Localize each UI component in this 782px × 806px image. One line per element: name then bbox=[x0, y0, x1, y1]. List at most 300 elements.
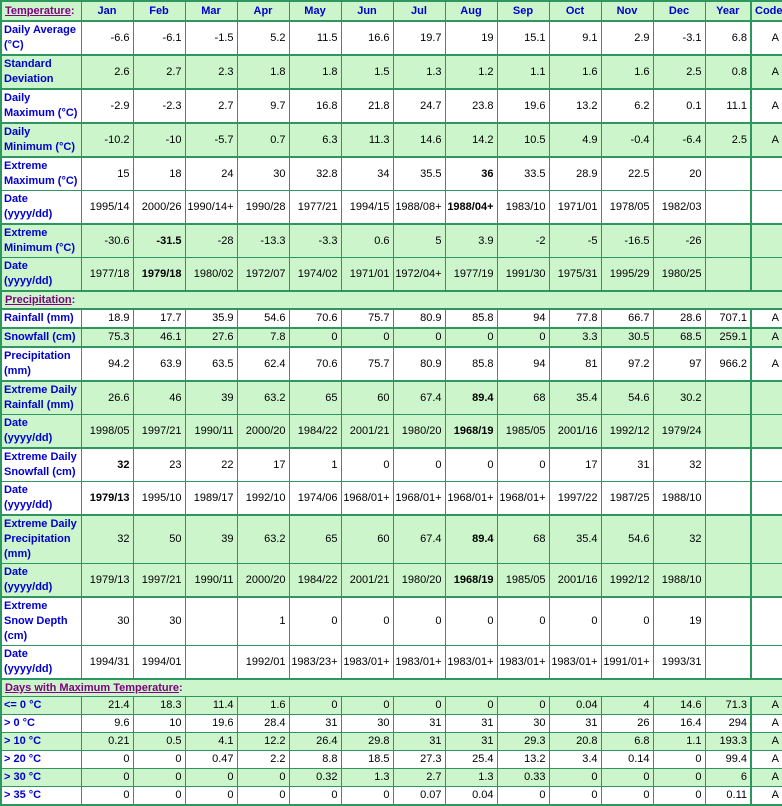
data-cell: 39 bbox=[185, 381, 237, 415]
data-cell: 2.5 bbox=[653, 55, 705, 89]
data-cell: 1992/01 bbox=[237, 646, 289, 680]
data-cell: 11.5 bbox=[289, 21, 341, 55]
data-cell: 46 bbox=[133, 381, 185, 415]
data-cell: 97.2 bbox=[601, 347, 653, 381]
data-cell: 23.8 bbox=[445, 89, 497, 123]
table-row bbox=[1, 89, 782, 123]
data-cell: 28.6 bbox=[653, 309, 705, 328]
code-cell bbox=[751, 224, 782, 258]
data-cell: 60 bbox=[341, 381, 393, 415]
code-cell bbox=[751, 381, 782, 415]
data-cell: 21.8 bbox=[341, 89, 393, 123]
data-cell: 0 bbox=[549, 769, 601, 787]
data-cell: 5.2 bbox=[237, 21, 289, 55]
data-cell: 1980/25 bbox=[653, 258, 705, 292]
code-cell: A bbox=[751, 751, 782, 769]
data-cell: 68 bbox=[497, 515, 549, 564]
data-cell: 1993/31 bbox=[653, 646, 705, 680]
column-header-code: Code bbox=[751, 1, 782, 21]
data-cell: 2.6 bbox=[81, 55, 133, 89]
data-cell: 0.04 bbox=[445, 787, 497, 806]
data-cell: 0 bbox=[133, 751, 185, 769]
data-cell: 18.3 bbox=[133, 697, 185, 715]
column-header-may: May bbox=[289, 1, 341, 21]
table-row bbox=[1, 381, 782, 415]
data-cell: -16.5 bbox=[601, 224, 653, 258]
data-cell: 15 bbox=[81, 157, 133, 191]
data-cell: 0 bbox=[445, 697, 497, 715]
row-label: Rainfall (mm) bbox=[1, 309, 81, 328]
column-header-jun: Jun bbox=[341, 1, 393, 21]
code-cell bbox=[751, 448, 782, 482]
data-cell: 0 bbox=[497, 597, 549, 646]
data-cell: -1.5 bbox=[185, 21, 237, 55]
data-cell: 1995/10 bbox=[133, 482, 185, 516]
data-cell: 1997/22 bbox=[549, 482, 601, 516]
data-cell: 1968/19 bbox=[445, 564, 497, 598]
code-cell: A bbox=[751, 123, 782, 157]
data-cell: 2000/20 bbox=[237, 564, 289, 598]
data-cell: 7.8 bbox=[237, 328, 289, 347]
data-cell: 1994/15 bbox=[341, 191, 393, 225]
data-cell: 30.2 bbox=[653, 381, 705, 415]
row-label: Extreme Maximum (°C) bbox=[1, 157, 81, 191]
data-cell: 63.9 bbox=[133, 347, 185, 381]
data-cell bbox=[705, 515, 751, 564]
data-cell: 1977/19 bbox=[445, 258, 497, 292]
data-cell: 1968/01+ bbox=[341, 482, 393, 516]
data-cell: 1.6 bbox=[601, 55, 653, 89]
data-cell: 2000/20 bbox=[237, 415, 289, 449]
data-cell: 1.3 bbox=[393, 55, 445, 89]
data-cell bbox=[705, 258, 751, 292]
data-cell: 68 bbox=[497, 381, 549, 415]
data-cell: 28.4 bbox=[237, 715, 289, 733]
row-label: Precipitation (mm) bbox=[1, 347, 81, 381]
section-label-text: Days with Maximum Temperature bbox=[5, 682, 180, 694]
data-cell: 70.6 bbox=[289, 309, 341, 328]
header-row bbox=[1, 1, 782, 21]
data-cell: 193.3 bbox=[705, 733, 751, 751]
data-cell: -2.3 bbox=[133, 89, 185, 123]
data-cell: 1974/06 bbox=[289, 482, 341, 516]
data-cell bbox=[705, 191, 751, 225]
data-cell: 0 bbox=[133, 769, 185, 787]
column-header-mar: Mar bbox=[185, 1, 237, 21]
table-row bbox=[1, 646, 782, 680]
data-cell: 81 bbox=[549, 347, 601, 381]
row-label: <= 0 °C bbox=[1, 697, 81, 715]
table-row bbox=[1, 309, 782, 328]
data-cell: 0 bbox=[393, 328, 445, 347]
data-cell: 0.04 bbox=[549, 697, 601, 715]
data-cell: 68.5 bbox=[653, 328, 705, 347]
data-cell bbox=[705, 157, 751, 191]
data-cell: 0 bbox=[601, 787, 653, 806]
data-cell: 1983/23+ bbox=[289, 646, 341, 680]
data-cell: 2.3 bbox=[185, 55, 237, 89]
data-cell: 3.9 bbox=[445, 224, 497, 258]
table-row bbox=[1, 191, 782, 225]
column-header-year: Year bbox=[705, 1, 751, 21]
data-cell: 0 bbox=[133, 787, 185, 806]
data-cell: 19 bbox=[653, 597, 705, 646]
data-cell: 22 bbox=[185, 448, 237, 482]
data-cell: 0 bbox=[445, 328, 497, 347]
data-cell: 1980/20 bbox=[393, 415, 445, 449]
data-cell: 1983/01+ bbox=[445, 646, 497, 680]
data-cell: 1.8 bbox=[237, 55, 289, 89]
data-cell: 6.8 bbox=[601, 733, 653, 751]
data-cell: -5 bbox=[549, 224, 601, 258]
data-cell bbox=[705, 224, 751, 258]
data-cell: 1992/10 bbox=[237, 482, 289, 516]
table-row bbox=[1, 448, 782, 482]
code-cell: A bbox=[751, 328, 782, 347]
data-cell: 35.9 bbox=[185, 309, 237, 328]
data-cell: 1968/19 bbox=[445, 415, 497, 449]
data-cell: 2001/16 bbox=[549, 564, 601, 598]
table-row bbox=[1, 224, 782, 258]
data-cell: -3.3 bbox=[289, 224, 341, 258]
data-cell: 32 bbox=[653, 515, 705, 564]
data-cell: 35.4 bbox=[549, 515, 601, 564]
data-cell: 31 bbox=[445, 715, 497, 733]
data-cell: 1 bbox=[289, 448, 341, 482]
data-cell: 63.5 bbox=[185, 347, 237, 381]
data-cell: 0 bbox=[549, 787, 601, 806]
data-cell: 25.4 bbox=[445, 751, 497, 769]
data-cell: 11.4 bbox=[185, 697, 237, 715]
data-cell: 1988/04+ bbox=[445, 191, 497, 225]
data-cell: 27.6 bbox=[185, 328, 237, 347]
data-cell: 0 bbox=[497, 328, 549, 347]
data-cell: 1 bbox=[237, 597, 289, 646]
data-cell: 3.3 bbox=[549, 328, 601, 347]
data-cell: 0 bbox=[341, 448, 393, 482]
data-cell: -5.7 bbox=[185, 123, 237, 157]
data-cell: 1971/01 bbox=[341, 258, 393, 292]
data-cell: -10 bbox=[133, 123, 185, 157]
data-cell: -31.5 bbox=[133, 224, 185, 258]
data-cell: 1983/01+ bbox=[341, 646, 393, 680]
data-cell: 1974/02 bbox=[289, 258, 341, 292]
row-label: > 35 °C bbox=[1, 787, 81, 806]
data-cell: 27.3 bbox=[393, 751, 445, 769]
data-cell: 75.7 bbox=[341, 309, 393, 328]
data-cell: 0 bbox=[497, 697, 549, 715]
code-cell bbox=[751, 258, 782, 292]
data-cell: 9.6 bbox=[81, 715, 133, 733]
data-cell: 97 bbox=[653, 347, 705, 381]
code-cell bbox=[751, 515, 782, 564]
data-cell: 11.3 bbox=[341, 123, 393, 157]
data-cell: 30 bbox=[341, 715, 393, 733]
data-cell: 0 bbox=[289, 697, 341, 715]
data-cell: 12.2 bbox=[237, 733, 289, 751]
section-label-suffix: : bbox=[70, 4, 75, 17]
data-cell: 1983/01+ bbox=[393, 646, 445, 680]
data-cell: 9.7 bbox=[237, 89, 289, 123]
data-cell: 0.32 bbox=[289, 769, 341, 787]
data-cell: 2001/21 bbox=[341, 415, 393, 449]
table-header bbox=[1, 1, 782, 21]
data-cell: 24 bbox=[185, 157, 237, 191]
section-label-suffix: : bbox=[179, 682, 183, 694]
column-header-nov: Nov bbox=[601, 1, 653, 21]
data-cell: 15.1 bbox=[497, 21, 549, 55]
data-cell bbox=[705, 597, 751, 646]
data-cell: 2.5 bbox=[705, 123, 751, 157]
data-cell: 4.9 bbox=[549, 123, 601, 157]
data-cell: 1978/05 bbox=[601, 191, 653, 225]
data-cell: 31 bbox=[393, 715, 445, 733]
row-label: Daily Maximum (°C) bbox=[1, 89, 81, 123]
data-cell: 35.4 bbox=[549, 381, 601, 415]
data-cell: 1980/20 bbox=[393, 564, 445, 598]
data-cell: 1990/11 bbox=[185, 564, 237, 598]
data-cell: -6.1 bbox=[133, 21, 185, 55]
data-cell: 6 bbox=[705, 769, 751, 787]
data-cell: 0 bbox=[237, 769, 289, 787]
data-cell: 0 bbox=[497, 787, 549, 806]
data-cell: 14.6 bbox=[393, 123, 445, 157]
data-cell: 39 bbox=[185, 515, 237, 564]
data-cell: 62.4 bbox=[237, 347, 289, 381]
data-cell: 1983/01+ bbox=[549, 646, 601, 680]
table-body bbox=[1, 21, 782, 805]
code-cell: A bbox=[751, 715, 782, 733]
data-cell: -26 bbox=[653, 224, 705, 258]
data-cell: 67.4 bbox=[393, 515, 445, 564]
section-label-temperature[interactable] bbox=[1, 1, 81, 21]
data-cell: 30 bbox=[237, 157, 289, 191]
data-cell: 29.8 bbox=[341, 733, 393, 751]
section-label-text: Temperature bbox=[5, 4, 71, 17]
data-cell: 0.8 bbox=[705, 55, 751, 89]
column-header-oct: Oct bbox=[549, 1, 601, 21]
data-cell: -13.3 bbox=[237, 224, 289, 258]
data-cell: 54.6 bbox=[237, 309, 289, 328]
table-row bbox=[1, 328, 782, 347]
row-label: Extreme Daily Precipitation (mm) bbox=[1, 515, 81, 564]
data-cell: 0.21 bbox=[81, 733, 133, 751]
table-row bbox=[1, 787, 782, 806]
data-cell: 1983/01+ bbox=[497, 646, 549, 680]
data-cell: 54.6 bbox=[601, 381, 653, 415]
row-label: Daily Minimum (°C) bbox=[1, 123, 81, 157]
code-cell bbox=[751, 564, 782, 598]
data-cell: 80.9 bbox=[393, 347, 445, 381]
data-cell: 1.8 bbox=[289, 55, 341, 89]
data-cell: 1983/10 bbox=[497, 191, 549, 225]
data-cell: -6.6 bbox=[81, 21, 133, 55]
data-cell bbox=[705, 564, 751, 598]
data-cell: 6.3 bbox=[289, 123, 341, 157]
section-row bbox=[1, 679, 782, 697]
data-cell: 89.4 bbox=[445, 515, 497, 564]
data-cell: 0.47 bbox=[185, 751, 237, 769]
code-cell bbox=[751, 191, 782, 225]
data-cell: -6.4 bbox=[653, 123, 705, 157]
data-cell: 0.11 bbox=[705, 787, 751, 806]
data-cell: 21.4 bbox=[81, 697, 133, 715]
data-cell: 1998/05 bbox=[81, 415, 133, 449]
data-cell: 65 bbox=[289, 515, 341, 564]
data-cell: 1985/05 bbox=[497, 415, 549, 449]
data-cell: 18.5 bbox=[341, 751, 393, 769]
row-label: > 10 °C bbox=[1, 733, 81, 751]
data-cell: 36 bbox=[445, 157, 497, 191]
row-label: > 30 °C bbox=[1, 769, 81, 787]
code-cell bbox=[751, 597, 782, 646]
data-cell: 707.1 bbox=[705, 309, 751, 328]
data-cell: 0.33 bbox=[497, 769, 549, 787]
row-label: Extreme Daily Rainfall (mm) bbox=[1, 381, 81, 415]
data-cell: 28.9 bbox=[549, 157, 601, 191]
column-header-jul: Jul bbox=[393, 1, 445, 21]
data-cell: 30.5 bbox=[601, 328, 653, 347]
data-cell: 1988/08+ bbox=[393, 191, 445, 225]
column-header-feb: Feb bbox=[133, 1, 185, 21]
data-cell bbox=[185, 646, 237, 680]
data-cell bbox=[705, 646, 751, 680]
data-cell: 32.8 bbox=[289, 157, 341, 191]
code-cell bbox=[751, 415, 782, 449]
table-row bbox=[1, 769, 782, 787]
data-cell: 0 bbox=[185, 769, 237, 787]
data-cell: 1979/13 bbox=[81, 482, 133, 516]
data-cell: 1.3 bbox=[445, 769, 497, 787]
code-cell: A bbox=[751, 309, 782, 328]
data-cell: 1997/21 bbox=[133, 415, 185, 449]
row-label: Date (yyyy/dd) bbox=[1, 191, 81, 225]
data-cell: 0.6 bbox=[341, 224, 393, 258]
data-cell: 966.2 bbox=[705, 347, 751, 381]
data-cell: 0.14 bbox=[601, 751, 653, 769]
data-cell: 10.5 bbox=[497, 123, 549, 157]
data-cell: 85.8 bbox=[445, 309, 497, 328]
data-cell: 0 bbox=[601, 597, 653, 646]
data-cell: 63.2 bbox=[237, 381, 289, 415]
data-cell: 30 bbox=[497, 715, 549, 733]
data-cell: 1990/11 bbox=[185, 415, 237, 449]
table-row bbox=[1, 751, 782, 769]
data-cell: 0 bbox=[81, 751, 133, 769]
data-cell: 19.7 bbox=[393, 21, 445, 55]
data-cell: 0 bbox=[289, 787, 341, 806]
data-cell: 71.3 bbox=[705, 697, 751, 715]
data-cell: 2.7 bbox=[185, 89, 237, 123]
data-cell: 13.2 bbox=[497, 751, 549, 769]
data-cell: 16.8 bbox=[289, 89, 341, 123]
data-cell: 1968/01+ bbox=[497, 482, 549, 516]
data-cell: 0 bbox=[81, 769, 133, 787]
data-cell: 30 bbox=[81, 597, 133, 646]
data-cell: 0 bbox=[81, 787, 133, 806]
data-cell: 85.8 bbox=[445, 347, 497, 381]
data-cell: 1977/21 bbox=[289, 191, 341, 225]
data-cell: 0 bbox=[341, 328, 393, 347]
data-cell: 1994/31 bbox=[81, 646, 133, 680]
data-cell: 54.6 bbox=[601, 515, 653, 564]
data-cell: 1990/14+ bbox=[185, 191, 237, 225]
data-cell: 0 bbox=[289, 328, 341, 347]
data-cell: 16.4 bbox=[653, 715, 705, 733]
data-cell: 9.1 bbox=[549, 21, 601, 55]
data-cell: 1985/05 bbox=[497, 564, 549, 598]
data-cell: 13.2 bbox=[549, 89, 601, 123]
data-cell: 0 bbox=[653, 787, 705, 806]
data-cell bbox=[185, 597, 237, 646]
data-cell: 0 bbox=[601, 769, 653, 787]
column-header-dec: Dec bbox=[653, 1, 705, 21]
section-label-suffix: : bbox=[71, 294, 76, 306]
data-cell: 94 bbox=[497, 347, 549, 381]
data-cell: 1984/22 bbox=[289, 564, 341, 598]
data-cell bbox=[705, 381, 751, 415]
data-cell: 29.3 bbox=[497, 733, 549, 751]
data-cell: 77.8 bbox=[549, 309, 601, 328]
data-cell: 19.6 bbox=[185, 715, 237, 733]
data-cell: 0 bbox=[393, 697, 445, 715]
data-cell: 0.7 bbox=[237, 123, 289, 157]
row-label: Date (yyyy/dd) bbox=[1, 646, 81, 680]
data-cell: 20 bbox=[653, 157, 705, 191]
column-header-aug: Aug bbox=[445, 1, 497, 21]
data-cell: 1.1 bbox=[497, 55, 549, 89]
data-cell: 0 bbox=[445, 597, 497, 646]
data-cell: 1979/24 bbox=[653, 415, 705, 449]
data-cell: -10.2 bbox=[81, 123, 133, 157]
section-row bbox=[1, 291, 782, 309]
data-cell: 0 bbox=[341, 697, 393, 715]
code-cell: A bbox=[751, 21, 782, 55]
code-cell: A bbox=[751, 89, 782, 123]
data-cell: 4 bbox=[601, 697, 653, 715]
table-row bbox=[1, 123, 782, 157]
data-cell: 17 bbox=[549, 448, 601, 482]
data-cell: 17.7 bbox=[133, 309, 185, 328]
data-cell: 1989/17 bbox=[185, 482, 237, 516]
data-cell: 6.2 bbox=[601, 89, 653, 123]
data-cell: 1968/01+ bbox=[393, 482, 445, 516]
data-cell: 26.6 bbox=[81, 381, 133, 415]
data-cell: 65 bbox=[289, 381, 341, 415]
data-cell: 1980/02 bbox=[185, 258, 237, 292]
section-label-days-with-maximum-temperature[interactable] bbox=[1, 679, 782, 697]
data-cell: 0.5 bbox=[133, 733, 185, 751]
code-cell: A bbox=[751, 347, 782, 381]
table-row bbox=[1, 733, 782, 751]
data-cell: 89.4 bbox=[445, 381, 497, 415]
data-cell bbox=[705, 482, 751, 516]
data-cell: -28 bbox=[185, 224, 237, 258]
table-row bbox=[1, 21, 782, 55]
section-label-precipitation[interactable] bbox=[1, 291, 782, 309]
data-cell: 0 bbox=[653, 769, 705, 787]
data-cell: -30.6 bbox=[81, 224, 133, 258]
data-cell: 75.7 bbox=[341, 347, 393, 381]
data-cell: 0 bbox=[185, 787, 237, 806]
code-cell: A bbox=[751, 787, 782, 806]
data-cell: 1971/01 bbox=[549, 191, 601, 225]
row-label: Date (yyyy/dd) bbox=[1, 258, 81, 292]
data-cell: 4.1 bbox=[185, 733, 237, 751]
data-cell: 16.6 bbox=[341, 21, 393, 55]
data-cell: 2.2 bbox=[237, 751, 289, 769]
data-cell: 66.7 bbox=[601, 309, 653, 328]
